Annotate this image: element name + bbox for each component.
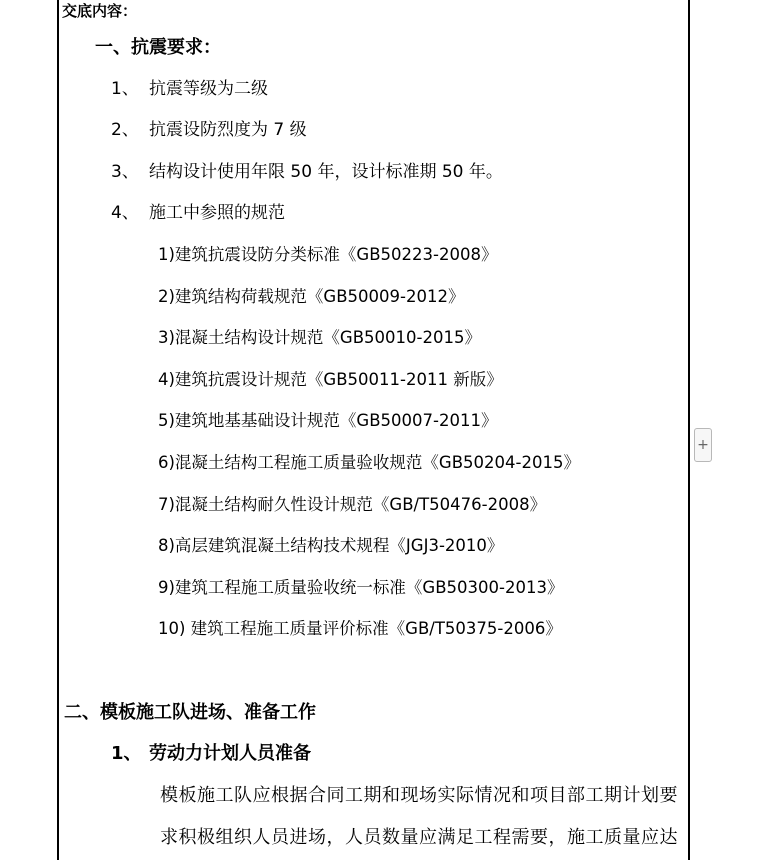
plus-icon: + xyxy=(697,437,709,453)
requirement-item-2 xyxy=(111,122,307,139)
subheading-text: 劳动力计划人员准备 xyxy=(149,743,311,764)
standard-item-3: 3)混凝土结构设计规范《GB50010-2015》 xyxy=(158,328,481,347)
subheading-number: 1、 xyxy=(111,743,142,764)
item-number: 2、 xyxy=(111,120,139,140)
standard-item-9: 9)建筑工程施工质量验收统一标准《GB50300-2013》 xyxy=(158,578,564,597)
paragraph-line-2: 求积极组织人员进场，人员数量应满足工程需要，施工质量应达 xyxy=(160,827,678,848)
section2-title: 二、模板施工队进场、准备工作 xyxy=(64,702,316,723)
standard-item-8: 8)高层建筑混凝土结构技术规程《JGJ3-2010》 xyxy=(158,536,504,555)
standard-item-1: 1)建筑抗震设防分类标准《GB50223-2008》 xyxy=(158,245,498,264)
section1-title: 一、抗震要求： xyxy=(95,37,221,58)
add-row-button[interactable] xyxy=(694,428,712,462)
item-number: 3、 xyxy=(111,162,139,182)
standard-item-10: 10) 建筑工程施工质量评价标准《GB/T50375-2006》 xyxy=(158,619,562,638)
standard-item-2: 2)建筑结构荷载规范《GB50009-2012》 xyxy=(158,287,465,306)
item-text: 结构设计使用年限 50 年，设计标准期 50 年。 xyxy=(149,162,503,182)
item-number: 1、 xyxy=(111,79,139,99)
requirement-item-3 xyxy=(111,164,503,181)
requirement-item-4 xyxy=(111,205,285,222)
header-label: 交底内容： xyxy=(62,2,138,20)
section2-subheading xyxy=(111,745,311,763)
item-text: 抗震等级为二级 xyxy=(149,79,268,99)
standard-item-7: 7)混凝土结构耐久性设计规范《GB/T50476-2008》 xyxy=(158,495,547,514)
item-text: 抗震设防烈度为 7 级 xyxy=(149,120,307,140)
paragraph-line-1: 模板施工队应根据合同工期和现场实际情况和项目部工期计划要 xyxy=(160,785,678,806)
requirement-item-1 xyxy=(111,81,268,98)
item-number: 4、 xyxy=(111,203,139,223)
standard-item-6: 6)混凝土结构工程施工质量验收规范《GB50204-2015》 xyxy=(158,453,580,472)
standard-item-5: 5)建筑地基基础设计规范《GB50007-2011》 xyxy=(158,411,498,430)
item-text: 施工中参照的规范 xyxy=(149,203,285,223)
standard-item-4: 4)建筑抗震设计规范《GB50011-2011 新版》 xyxy=(158,370,503,389)
